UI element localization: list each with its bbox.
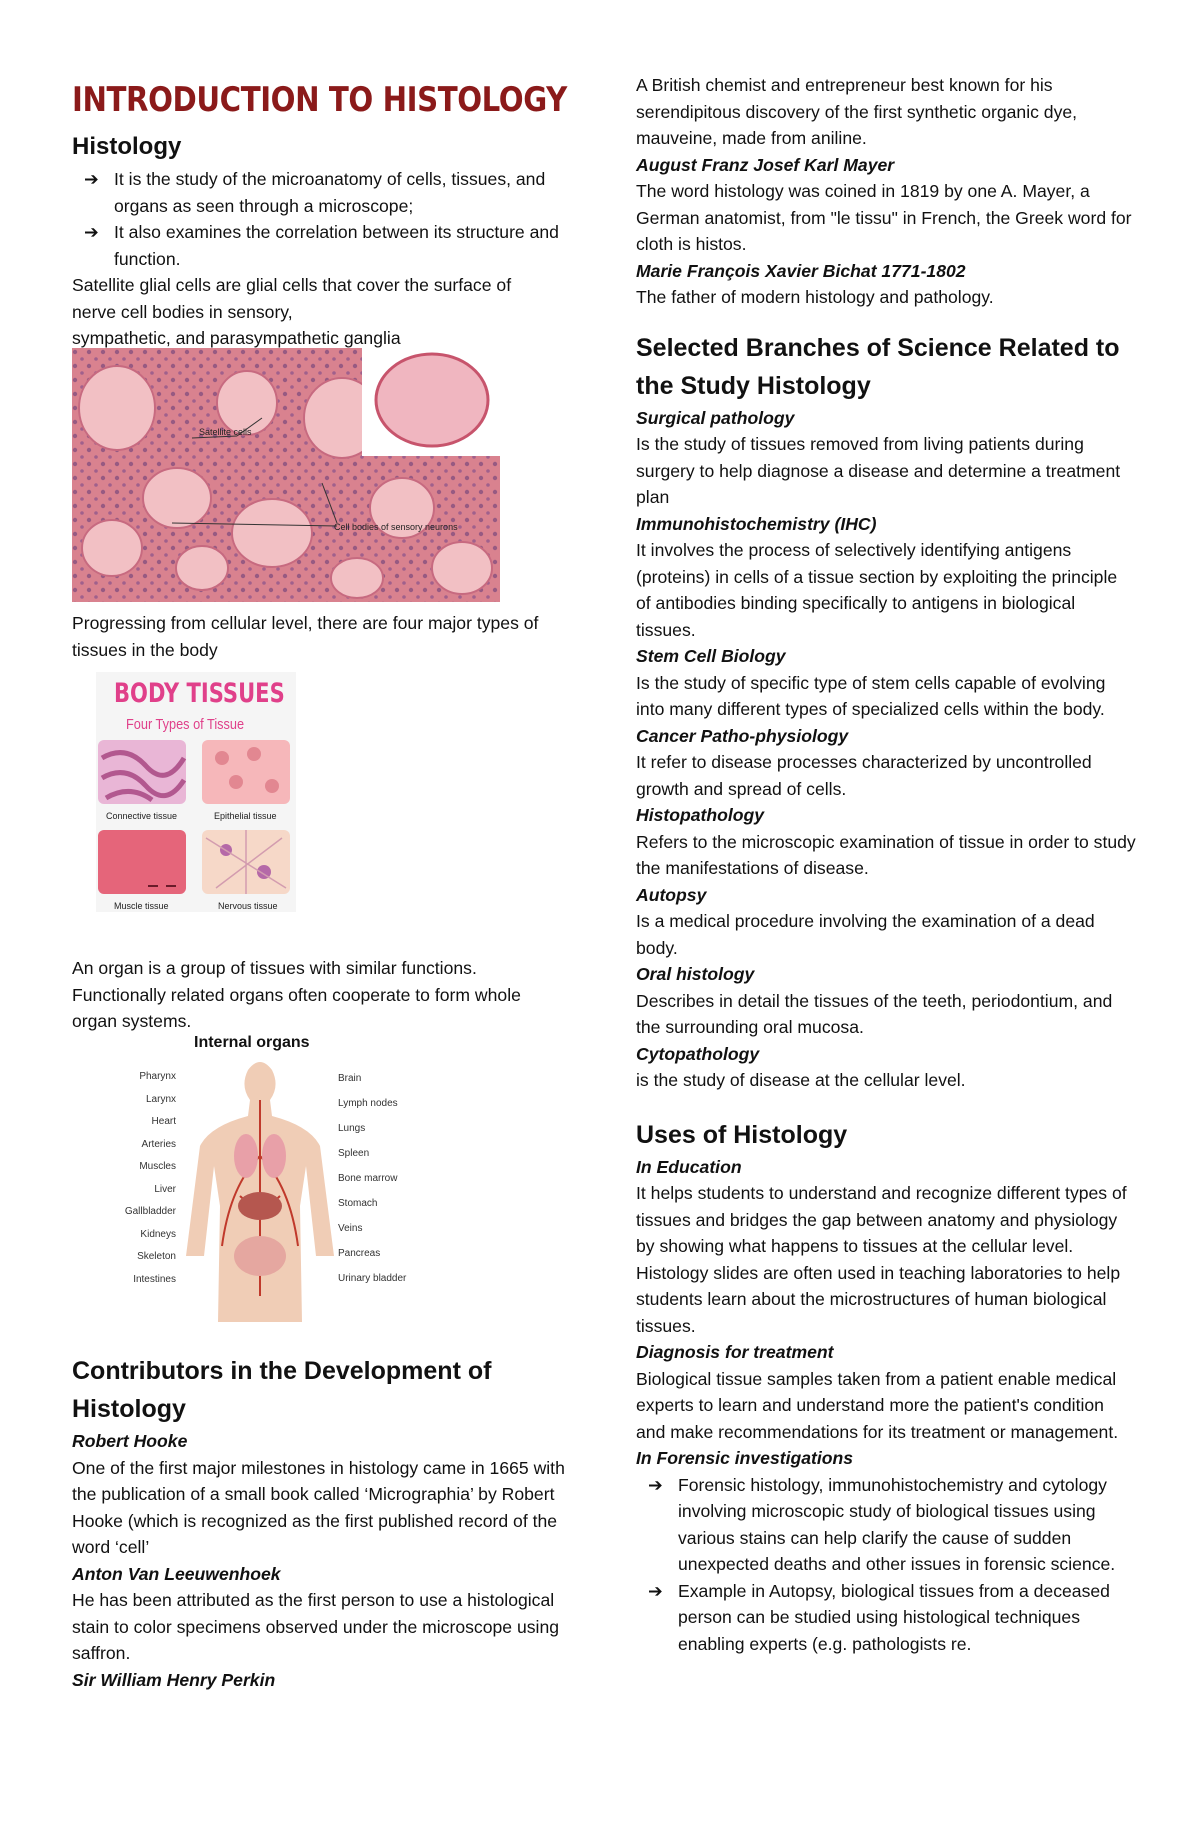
- leeuwenhoek-text: He has been attributed as the first person to use a histological stain to color specimens observed under the microscope using saffron.: [72, 1590, 560, 1663]
- connective-tissue-image: [98, 740, 186, 804]
- education-text: It helps students to understand and recognize different types of tissues and bridges the gap between anatomy and physiology by showing what happens to tissues at the cellular level. Histology slides are often used in teaching laboratories to help students learn about the microstructures of human biological tissues.: [636, 1183, 1127, 1336]
- contributors-section: [72, 1352, 572, 1693]
- arrow-icon: ➔: [84, 169, 99, 189]
- muscle-tissue-image: [98, 830, 186, 894]
- branch-item: Stem Cell Biology Is the study of specific type of stem cells capable of evolving into many different types of specialized cells within the body.: [636, 646, 1106, 719]
- right-column: [636, 72, 1136, 1657]
- list-item: ➔ It also examines the correlation between its structure and function.: [72, 219, 572, 272]
- left-organ-labels: Pharynx Larynx Heart Arteries Muscles Liver Gallbladder Kidneys Skeleton Intestines: [124, 1071, 176, 1285]
- diagnosis-text: Biological tissue samples taken from a patient enable medical experts to learn and understand more the patient's condition and make recommendations for its treatment or management.: [636, 1368, 1119, 1442]
- arrow-icon: ➔: [648, 1474, 663, 1495]
- satellite-cells-micrograph: [72, 348, 500, 602]
- nervous-tissue-label: Nervous tissue: [218, 901, 278, 911]
- uses-heading: Uses of Histology: [636, 1120, 848, 1149]
- mayer-text: The word histology was coined in 1819 by one A. Mayer, a German anatomist, from "le tissu" in French, the Greek word for cloth is histos.: [636, 181, 1132, 254]
- histology-bullets: [72, 166, 572, 272]
- nervous-tissue-image: [202, 830, 290, 894]
- tissue-swatches: [96, 738, 296, 912]
- internal-organs-title: Internal organs: [194, 1034, 310, 1051]
- body-tissues-subtitle: Four Types of Tissue: [126, 716, 245, 733]
- branch-item: Oral histology Describes in detail the tissues of the teeth, periodontium, and the surrounding oral mucosa.: [636, 964, 1113, 1037]
- bichat-text: The father of modern histology and pathology.: [636, 287, 994, 307]
- diagnosis-subheading: Diagnosis for treatment: [636, 1342, 834, 1362]
- internal-organs-figure: [110, 1034, 430, 1322]
- forensic-subheading: In Forensic investigations: [636, 1448, 854, 1468]
- histology-heading: Histology: [72, 133, 182, 160]
- page-title: INTRODUCTION TO HISTOLOGY: [72, 80, 567, 120]
- branch-item: Autopsy Is a medical procedure involving the examination of a dead body.: [636, 884, 1095, 958]
- satellite-line-2: nerve cell bodies in sensory,: [72, 301, 293, 322]
- list-item: ➔ Forensic histology, immunohistochemistry and cytology involving microscopic study of biological tissues using various stains can help clarify the cause of sudden unexpected deaths and other issues in forensic science.: [636, 1472, 1136, 1578]
- branch-item: Cytopathology is the study of disease at the cellular level.: [636, 1043, 966, 1090]
- progressing-text: Progressing from cellular level, there are four major types of tissues in the body: [72, 613, 539, 660]
- epithelial-tissue-label: Epithelial tissue: [214, 811, 277, 821]
- organ-text: An organ is a group of tissues with similar functions. Functionally related organs often cooperate to form whole organ systems.: [72, 958, 521, 1031]
- robert-hooke-name: Robert Hooke: [72, 1431, 188, 1451]
- perkin-text: A British chemist and entrepreneur best known for his serendipitous discovery of the first synthetic organic dye, mauveine, made from aniline.: [636, 75, 1078, 148]
- epithelial-tissue-image: [202, 740, 290, 804]
- forensic-bullets: [636, 1472, 1136, 1658]
- right-organ-labels: Brain Lymph nodes Lungs Spleen Bone marrow Stomach Veins Pancreas Urinary bladder: [338, 1073, 407, 1284]
- arrow-icon: ➔: [84, 222, 99, 242]
- perkin-name: Sir William Henry Perkin: [72, 1669, 276, 1690]
- bichat-name: Marie François Xavier Bichat 1771-1802: [636, 260, 966, 281]
- branches-heading: Selected Branches of Science Related to the Study Histology: [636, 333, 1120, 400]
- robert-hooke-text: One of the first major milestones in histology came in 1665 with the publication of a small book called ‘Micrographia’ by Robert Hooke (which is recognized as the first published record of the word ‘cell’: [72, 1457, 565, 1557]
- muscle-tissue-label: Muscle tissue: [114, 901, 169, 911]
- branch-item: Immunohistochemistry (IHC) It involves the process of selectively identifying antigens (proteins) in cells of a tissue section by exploiting the principle of antibodies binding specifically to antigens in biological tissues.: [636, 513, 1118, 640]
- body-tissues-figure: [96, 672, 296, 912]
- education-subheading: In Education: [636, 1156, 742, 1177]
- histology-section: [72, 128, 572, 352]
- contributors-heading: Contributors in the Development of Histology: [72, 1357, 492, 1423]
- satellite-line-3: sympathetic, and parasympathetic ganglia: [72, 328, 401, 348]
- arrow-icon: ➔: [648, 1580, 663, 1601]
- body-tissues-title: BODY TISSUES: [114, 678, 285, 709]
- branch-item: Histopathology Refers to the microscopic examination of tissue in order to study the manifestations of disease.: [636, 805, 1136, 878]
- mayer-name: August Franz Josef Karl Mayer: [636, 154, 895, 175]
- branch-item: Cancer Patho-physiology It refer to disease processes characterized by uncontrolled growth and spread of cells.: [636, 725, 1092, 799]
- connective-tissue-label: Connective tissue: [106, 811, 178, 821]
- label-cell-bodies: Cell bodies of sensory neurons: [334, 522, 458, 532]
- list-item: ➔ Example in Autopsy, biological tissues from a deceased person can be studied using histological techniques enabling experts (e.g. pathologists re.: [636, 1578, 1136, 1658]
- label-satellite-cells: Satellite cells: [199, 427, 252, 437]
- satellite-line-1: Satellite glial cells are glial cells that cover the surface of: [72, 275, 512, 295]
- leeuwenhoek-name: Anton Van Leeuwenhoek: [72, 1563, 281, 1584]
- list-item: ➔ It is the study of the microanatomy of cells, tissues, and organs as seen through a microscope;: [72, 166, 572, 219]
- branch-item: Surgical pathology Is the study of tissues removed from living patients during surgery to help diagnose a disease and determine a treatment plan: [636, 407, 1121, 507]
